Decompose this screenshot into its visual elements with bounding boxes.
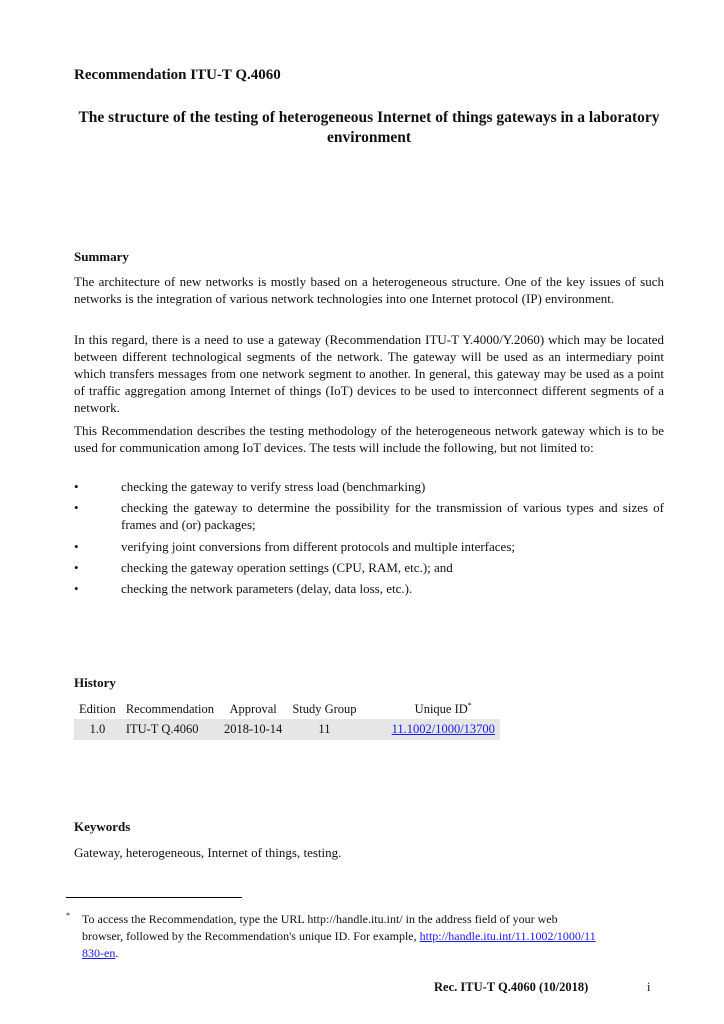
bullet-text: checking the gateway to verify stress load (benchmarking) bbox=[121, 479, 426, 494]
bullet-text: checking the gateway operation settings (CPU, RAM, etc.); and bbox=[121, 560, 453, 575]
cell-approval: 2018-10-14 bbox=[219, 719, 287, 740]
column-header-approval: Approval bbox=[229, 701, 277, 716]
bullet-icon: • bbox=[74, 500, 79, 515]
footnote-text bbox=[82, 911, 662, 962]
cell-study-group: 11 bbox=[287, 719, 361, 740]
summary-heading: Summary bbox=[74, 249, 129, 264]
summary-paragraph-1: The architecture of new networks is mostly based on a heterogeneous structure. One of the key issues of such networks is the integration of various network technologies into one Internet protocol (IP) environment. bbox=[74, 274, 664, 306]
footnote-mark: * bbox=[66, 911, 70, 920]
recommendation-number: Recommendation ITU-T Q.4060 bbox=[74, 67, 281, 83]
document-title: The structure of the testing of heterogeneous Internet of things gateways in a laboratory environment bbox=[78, 109, 660, 146]
column-header-unique-id bbox=[362, 699, 500, 719]
column-header-study-group: Study Group bbox=[292, 701, 357, 716]
history-heading: History bbox=[74, 675, 116, 690]
cell-unique-id bbox=[362, 719, 500, 740]
unique-id-label: Unique ID bbox=[414, 702, 468, 717]
bullet-icon: • bbox=[74, 581, 79, 596]
footnote-line-2: browser, followed by the Recommendation's unique ID. For example, bbox=[82, 929, 420, 943]
footer-label: Rec. ITU-T Q.4060 (10/2018) bbox=[434, 980, 589, 994]
footnote-divider bbox=[66, 897, 242, 898]
bullet-icon: • bbox=[74, 479, 79, 494]
example-link-continued[interactable]: 830-en bbox=[82, 946, 116, 960]
footnote-marker: * bbox=[467, 700, 472, 710]
keywords-text: Gateway, heterogeneous, Internet of things, testing. bbox=[74, 845, 342, 860]
example-link[interactable]: http://handle.itu.int/11.1002/1000/11 bbox=[419, 929, 596, 943]
column-header-recommendation: Recommendation bbox=[125, 701, 214, 716]
page-number: i bbox=[647, 980, 651, 994]
bullet-text: checking the gateway to determine the possibility for the transmission of various types and sizes of frames and (or) packages; bbox=[121, 500, 664, 532]
unique-id-link[interactable]: 11.1002/1000/13700 bbox=[391, 722, 495, 736]
bullet-icon: • bbox=[74, 539, 79, 554]
bullet-text: checking the network parameters (delay, data loss, etc.). bbox=[121, 581, 413, 596]
history-table bbox=[74, 699, 500, 740]
bullet-icon: • bbox=[74, 560, 79, 575]
cell-recommendation: ITU-T Q.4060 bbox=[121, 719, 219, 740]
summary-paragraph-3: This Recommendation describes the testing methodology of the heterogeneous network gateway which is to be used for communication among IoT devices. The tests will include the following, but not limited to: bbox=[74, 423, 664, 455]
history-header-row bbox=[74, 699, 500, 719]
table-row bbox=[74, 719, 500, 740]
keywords-heading: Keywords bbox=[74, 819, 131, 834]
summary-paragraph-2: In this regard, there is a need to use a gateway (Recommendation ITU-T Y.4000/Y.2060) which may be located between different technological segments of the network. The gateway will be used as an intermediary point which transfers messages from one network segment to another. In general, this gateway may be used as a point of traffic aggregation among Internet of things (IoT) devices to be used to interconnect different segments of a network. bbox=[74, 332, 664, 415]
cell-edition: 1.0 bbox=[74, 719, 121, 740]
column-header-edition: Edition bbox=[79, 701, 116, 716]
footnote-line-1: To access the Recommendation, type the URL http://handle.itu.int/ in the address field of your web bbox=[82, 912, 558, 926]
footnote-suffix: . bbox=[115, 946, 119, 960]
bullet-text: verifying joint conversions from different protocols and multiple interfaces; bbox=[121, 539, 515, 554]
